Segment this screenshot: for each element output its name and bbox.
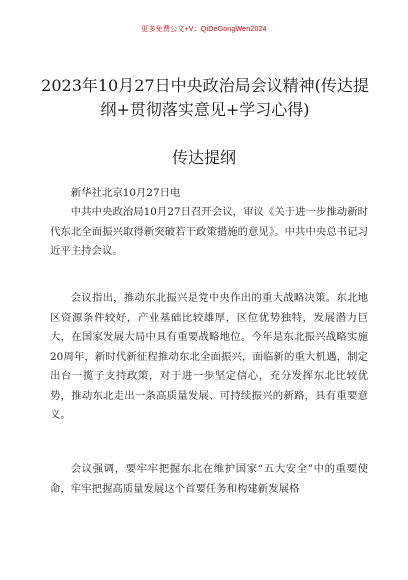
section-title: 传达提纲 (171, 148, 236, 167)
paragraph-dateline (50, 184, 368, 204)
paragraph-text: 会议指出，推动东北振兴是党中央作出的重大战略决策。东北地区资源条件较好，产业基础比较雄厚，区位优势独特，发展潜力巨大，在国家发展大局中具有重要战略地位。今年是东北振兴战略实施20周年，新时代新征程推动东北全面振兴，面临新的重大机遇，制定出台一揽子支持政策，对于进一步坚定信心，充分发挥东北比较优势，推动东北走出一条高质量发展、可持续振兴的新路，具有重要意义。 (50, 292, 368, 421)
paragraph-meeting (50, 203, 368, 262)
paragraph-text: 中共中央政治局10月27日召开会议，审议《关于进一步推动新时代东北全面振兴取得新突破若干政策措施的意见》。中共中央总书记习近平主持会议。 (50, 206, 368, 257)
paragraph-text: 新华社北京10月27日电 (70, 187, 181, 199)
document-title: 2023年10月27日中央政治局会议精神(传达提纲+贯彻落实意见+学习心得) (41, 76, 369, 119)
paragraph-text: 会议强调，要牢牢把握东北在维护国家“五大安全”中的重要使命，牢牢把握高质量发展这个首要任务和构建新发展格 (50, 463, 368, 495)
header-promo-note: 更多免费公文+V：QiDeGongWen2024 (141, 26, 267, 33)
paragraph-meeting-points (50, 289, 368, 426)
paragraph-meeting-emphasis (50, 460, 368, 499)
